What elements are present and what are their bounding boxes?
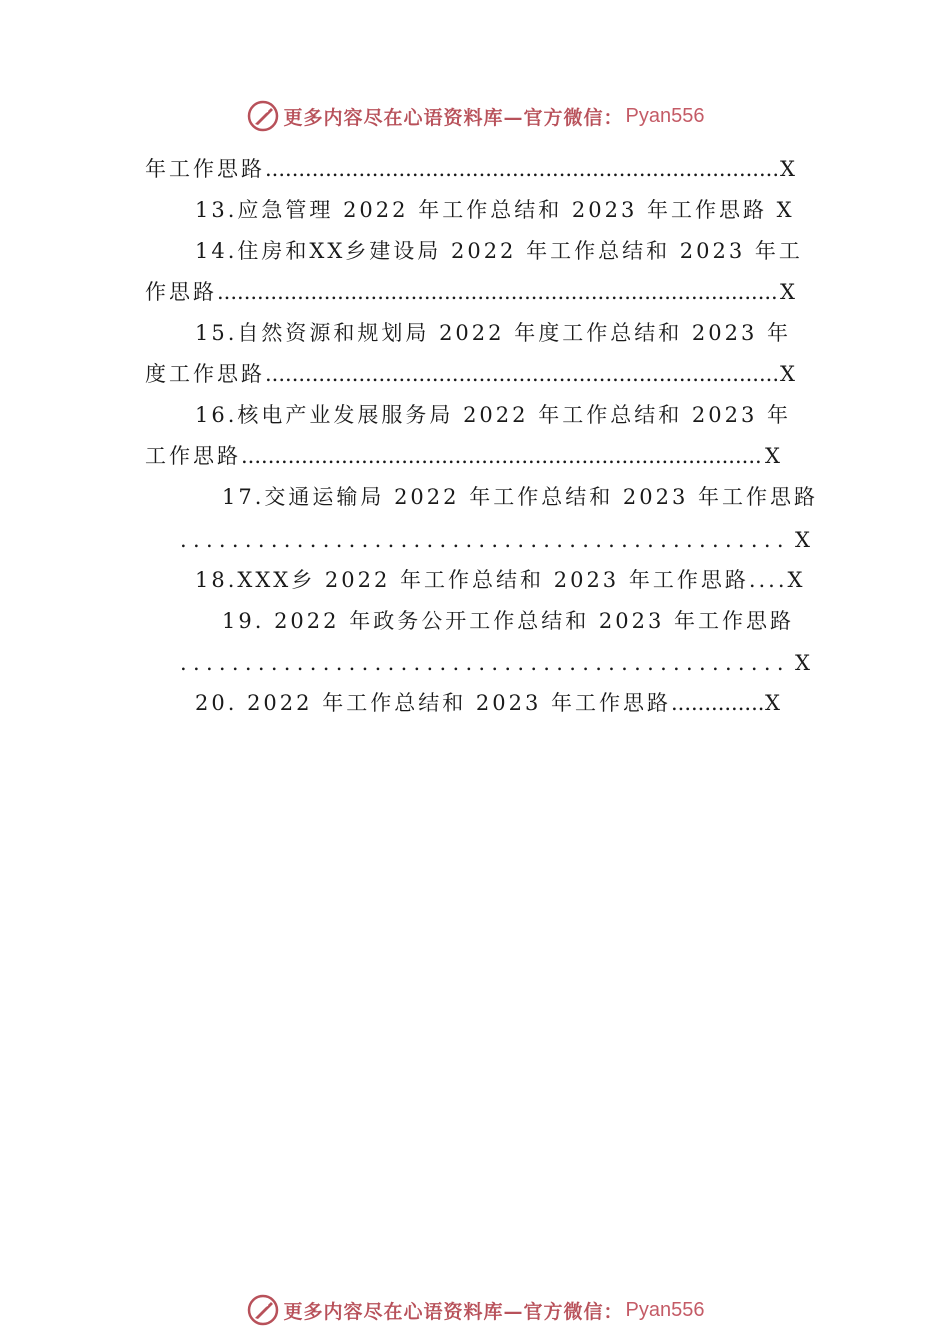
toc-page-number: X [765,691,780,715]
footer-banner [0,1290,950,1330]
banner-text: 更多内容尽在心语资料库—官方微信： [283,106,624,129]
toc-leader-dots [265,154,778,184]
toc-text: 工作思路 [145,444,241,468]
toc-item-20 [195,688,780,718]
toc-text: 年工作思路 [145,157,265,181]
toc-leader-dots [180,648,789,678]
toc-text: 度工作思路 [145,362,265,386]
toc-text: 作思路 [145,280,217,304]
toc-page-number: X [795,528,810,552]
toc-item-17: 17.交通运输局 2022 年工作总结和 2023 年工作思路 [222,485,818,509]
toc-leader-dots [671,688,763,718]
toc-item-13: 13.应急管理 2022 年工作总结和 2023 年工作思路 X [195,198,795,222]
toc-item-14-cont [145,277,795,307]
quill-logo-icon [246,99,280,133]
toc-item-17-leader [180,525,810,555]
toc-item-15: 15.自然资源和规划局 2022 年度工作总结和 2023 年 [195,321,791,345]
toc-page-number: X [795,651,810,675]
toc-leader-dots [265,359,778,389]
toc-page-number: X [780,280,795,304]
toc-item-15-cont [145,359,795,389]
toc-page-number: X [765,444,780,468]
toc-leader-dots [217,277,778,307]
header-banner [0,96,950,136]
toc-page-number: X [780,157,795,181]
banner-text: 更多内容尽在心语资料库—官方微信： [283,1300,624,1323]
banner-wechat-handle: Pyan556 [625,1298,705,1321]
toc-page-number: X [780,362,795,386]
toc-item-19: 19. 2022 年政务公开工作总结和 2023 年工作思路 [222,609,794,633]
toc-leader-dots [241,441,763,471]
quill-logo-icon [246,1293,280,1327]
toc-item-14: 14.住房和XX乡建设局 2022 年工作总结和 2023 年工 [195,239,803,263]
toc-item-18: 18.XXX乡 2022 年工作总结和 2023 年工作思路....X [195,568,806,592]
toc-text: 20. 2022 年工作总结和 2023 年工作思路 [195,691,671,715]
toc-item-19-leader [180,648,810,678]
toc-item-16-cont [145,441,780,471]
toc-line-continuation [145,154,795,184]
toc-leader-dots [180,525,789,555]
banner-wechat-handle: Pyan556 [625,104,705,127]
toc-item-16: 16.核电产业发展服务局 2022 年工作总结和 2023 年 [195,403,791,427]
